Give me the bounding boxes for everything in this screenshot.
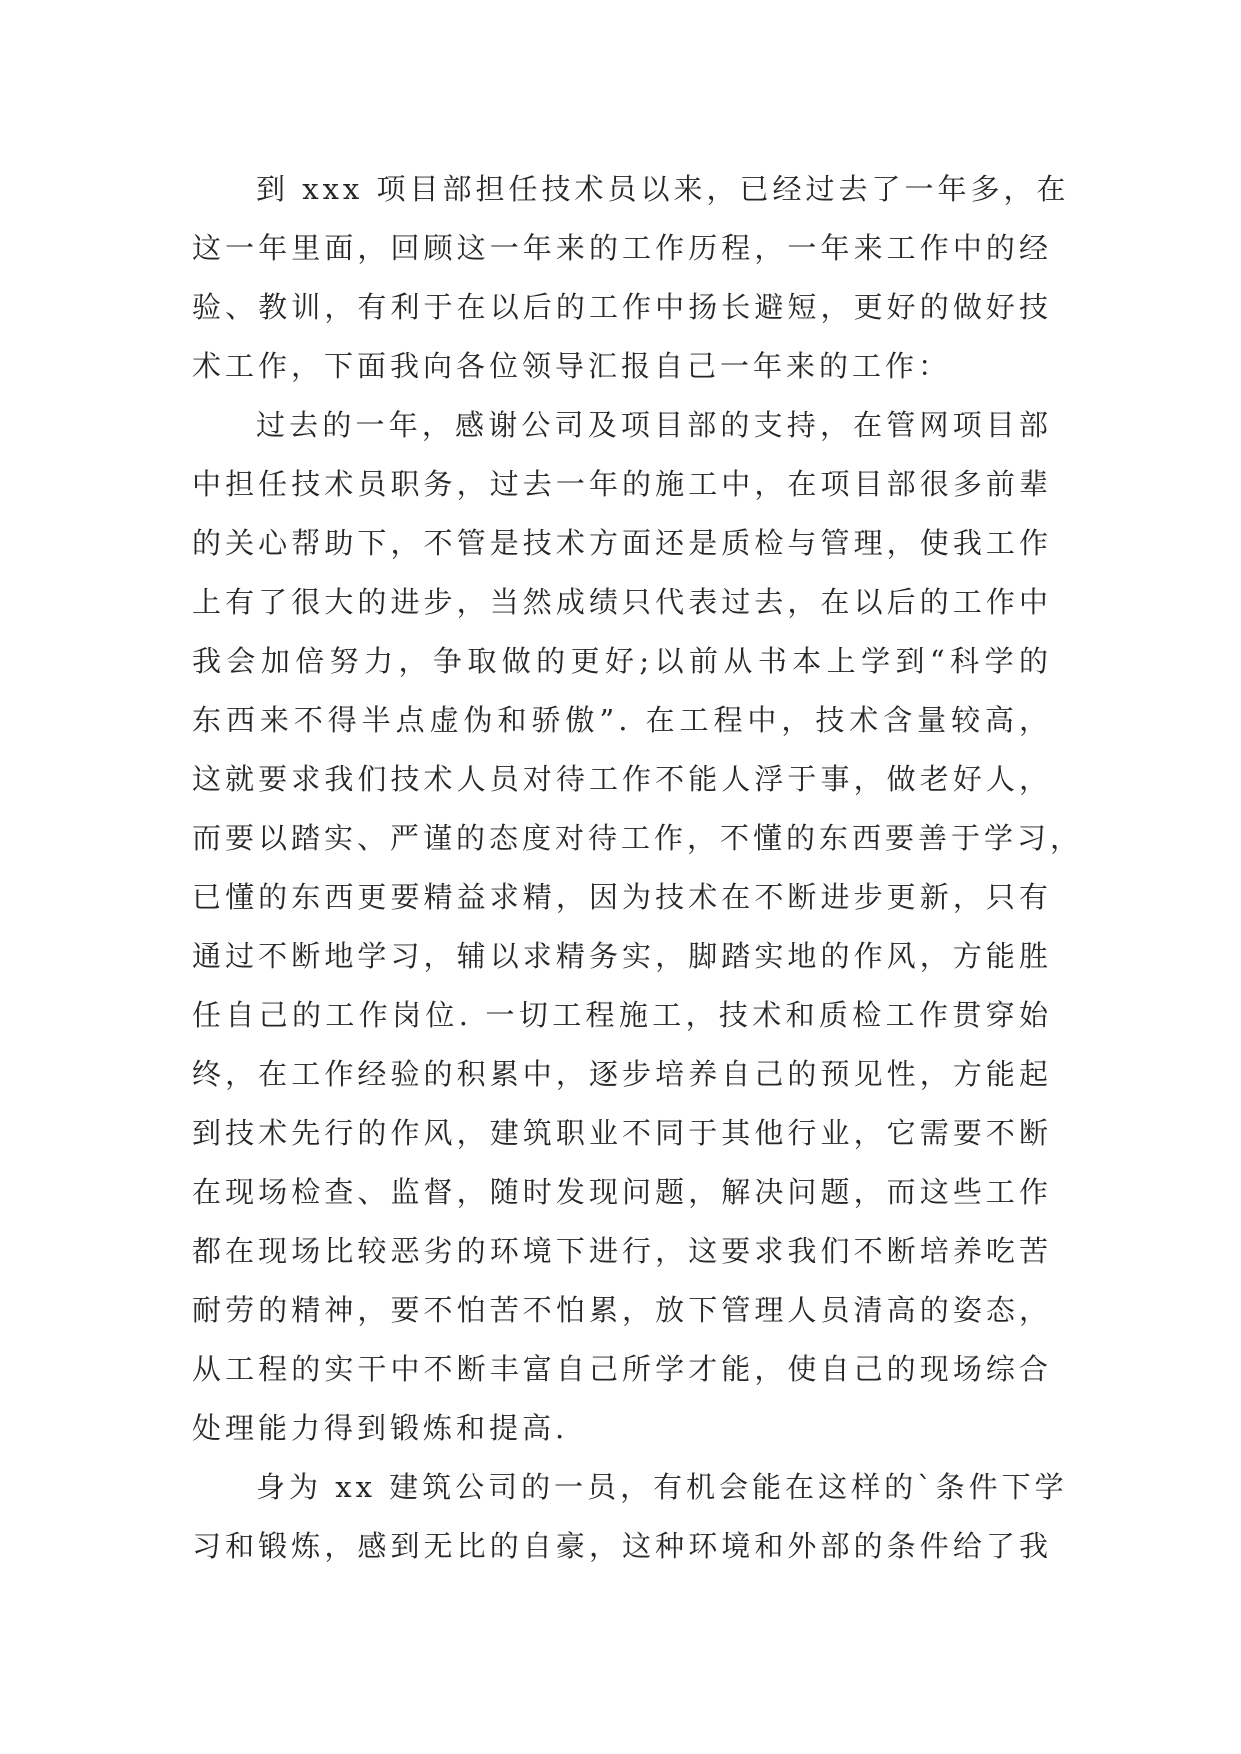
- text-line: 这就要求我们技术人员对待工作不能人浮于事，做老好人，: [192, 762, 1052, 796]
- text-line: 已懂的东西更要精益求精，因为技术在不断进步更新，只有: [192, 880, 1052, 914]
- text-line: 东西来不得半点虚伪和骄傲”. 在工程中，技术含量较高，: [192, 703, 1052, 737]
- text-line: 到 xxx 项目部担任技术员以来，已经过去了一年多，在: [256, 172, 1070, 206]
- text-line: 通过不断地学习，辅以求精务实，脚踏实地的作风，方能胜: [192, 939, 1052, 973]
- document-body: [192, 160, 1084, 1576]
- text-line: 的关心帮助下，不管是技术方面还是质检与管理，使我工作: [192, 526, 1052, 560]
- paragraph-1: [192, 160, 1070, 396]
- paragraph-3: [192, 1458, 1068, 1576]
- text-line: 耐劳的精神，要不怕苦不怕累，放下管理人员清高的姿态，: [192, 1293, 1052, 1327]
- paragraph-2: [192, 396, 1084, 1458]
- text-line: 过去的一年，感谢公司及项目部的支持，在管网项目部: [256, 408, 1052, 442]
- text-line: 在现场检查、监督，随时发现问题，解决问题，而这些工作: [192, 1175, 1052, 1209]
- text-line: 术工作，下面我向各位领导汇报自己一年来的工作：: [192, 349, 952, 383]
- text-line: 到技术先行的作风，建筑职业不同于其他行业，它需要不断: [192, 1116, 1052, 1150]
- text-line: 都在现场比较恶劣的环境下进行，这要求我们不断培养吃苦: [192, 1234, 1052, 1268]
- text-line: 中担任技术员职务，过去一年的施工中，在项目部很多前辈: [192, 467, 1052, 501]
- text-line: 上有了很大的进步，当然成绩只代表过去，在以后的工作中: [192, 585, 1052, 619]
- text-line: 这一年里面，回顾这一年来的工作历程，一年来工作中的经: [192, 231, 1052, 265]
- text-line: 从工程的实干中不断丰富自己所学才能，使自己的现场综合: [192, 1352, 1052, 1386]
- text-line: 而要以踏实、严谨的态度对待工作，不懂的东西要善于学习，: [192, 821, 1084, 855]
- text-line: 身为 xx 建筑公司的一员，有机会能在这样的`条件下学: [256, 1470, 1068, 1504]
- text-line: 终，在工作经验的积累中，逐步培养自己的预见性，方能起: [192, 1057, 1052, 1091]
- text-line: 处理能力得到锻炼和提高.: [192, 1411, 569, 1445]
- text-line: 验、教训，有利于在以后的工作中扬长避短，更好的做好技: [192, 290, 1052, 324]
- text-line: 任自己的工作岗位. 一切工程施工，技术和质检工作贯穿始: [192, 998, 1052, 1032]
- text-line: 习和锻炼，感到无比的自豪，这种环境和外部的条件给了我: [192, 1529, 1052, 1563]
- text-line: 我会加倍努力，争取做的更好;以前从书本上学到“科学的: [192, 644, 1052, 678]
